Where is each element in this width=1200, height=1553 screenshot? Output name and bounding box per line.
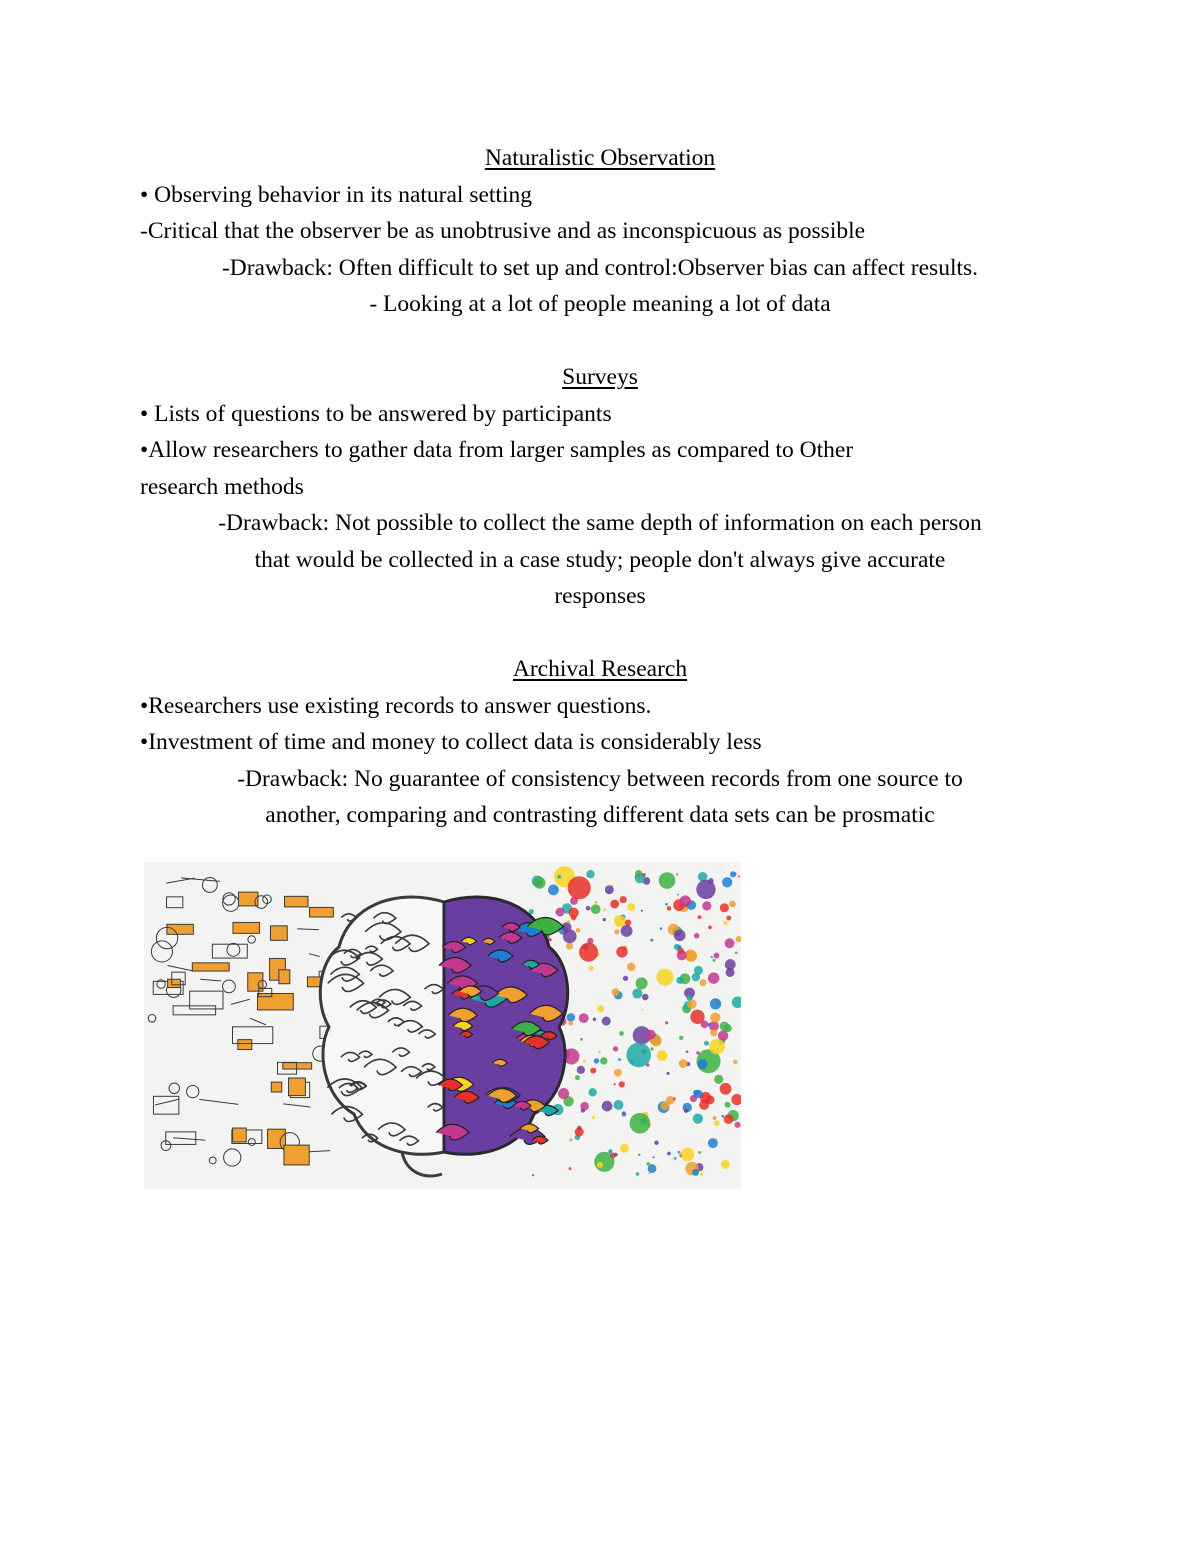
section-heading-surveys: Surveys [562, 364, 638, 390]
paint-drop [532, 1174, 534, 1176]
paint-drop [603, 908, 606, 911]
doodle-box [233, 922, 259, 933]
doodle-box [310, 907, 334, 917]
paint-drop [714, 1075, 723, 1084]
paint-drop [694, 933, 699, 938]
paint-drop [721, 1160, 730, 1169]
paint-drop [590, 1068, 596, 1074]
archival-line-3: -Drawback: No guarantee of consistency between records from one source to [237, 765, 963, 792]
paint-drop [686, 995, 692, 1001]
paint-drop [710, 998, 721, 1009]
paint-drop [726, 916, 731, 921]
paint-drop [614, 1083, 616, 1085]
paint-drop [692, 1169, 699, 1176]
paint-drop [575, 1075, 580, 1080]
paint-drop [674, 1157, 677, 1160]
paint-drop [579, 1013, 589, 1023]
paint-drop [641, 910, 643, 912]
paint-drop [600, 1057, 607, 1064]
paint-drop [665, 1021, 668, 1024]
naturalistic-line-3: -Drawback: Often difficult to set up and control:Observer bias can affect results. [221, 254, 979, 281]
doodle-line [307, 1151, 330, 1152]
paint-drop [725, 1102, 731, 1108]
section-heading-naturalistic: Naturalistic Observation [484, 145, 716, 171]
paint-drop [667, 1152, 671, 1156]
paint-drop [650, 1047, 653, 1050]
paint-drop [627, 963, 636, 972]
paint-drop [627, 903, 635, 911]
paint-drop [593, 1018, 597, 1022]
paint-drop [667, 906, 672, 911]
paint-drop [623, 976, 628, 981]
paint-drop [677, 1151, 680, 1154]
paint-drop [556, 908, 565, 917]
paint-drop [638, 1154, 641, 1157]
archival-line-1: •Researchers use existing records to answer questions. [140, 692, 652, 719]
paint-drop [653, 1156, 655, 1158]
paint-drop [636, 977, 648, 989]
paint-drop [677, 894, 679, 896]
paint-drop [614, 1100, 624, 1110]
paint-drop [726, 968, 735, 977]
paint-drop [620, 1144, 629, 1153]
paint-drop [614, 1153, 618, 1157]
doodle-circle [209, 1157, 216, 1164]
paint-drop [657, 1050, 668, 1061]
paint-drop [721, 1115, 724, 1118]
doodle-circle [248, 936, 255, 943]
surveys-line-1: • Lists of questions to be answered by participants [140, 400, 612, 427]
paint-drop [736, 936, 741, 942]
paint-drop [579, 943, 598, 962]
naturalistic-line-2: -Critical that the observer be as unobtrusive and as inconspicuous as possible [140, 218, 866, 244]
paint-drop [684, 1109, 688, 1113]
naturalistic-line-4: - Looking at a lot of people meaning a lot of data [369, 291, 831, 317]
paint-drop [714, 1120, 720, 1126]
paint-drop [614, 915, 626, 927]
paint-drop [625, 920, 631, 926]
paint-drop [708, 972, 719, 983]
archival-line-4: another, comparing and contrasting different data sets can be prosmatic [265, 802, 935, 828]
doodle-line [297, 929, 319, 930]
paint-drop [738, 875, 740, 877]
paint-drop [720, 1083, 732, 1095]
doodle-box [167, 897, 183, 908]
brain-illustration-icon [144, 862, 741, 1189]
paint-drop [734, 1122, 740, 1128]
doodle-circle [224, 1149, 241, 1166]
brain-left-hemisphere [320, 897, 444, 1154]
infographic-doodles [148, 878, 344, 1167]
paint-drop [708, 1138, 718, 1148]
doodle-line [155, 1099, 180, 1105]
doodle-box [173, 1006, 215, 1015]
paint-drop [712, 1116, 716, 1120]
paint-drop [648, 1172, 650, 1174]
doodle-box [283, 1063, 312, 1069]
doodle-circle [223, 893, 235, 905]
section-gap [140, 615, 1060, 652]
paint-drop [568, 876, 591, 899]
archival-line-2: •Investment of time and money to collect data is considerably less [140, 729, 762, 755]
section-heading-archival: Archival Research [512, 656, 688, 682]
surveys-line-6: responses [554, 583, 646, 609]
paint-drop [586, 906, 591, 911]
doodle-line [283, 1104, 310, 1107]
paint-drop [723, 921, 727, 925]
paint-drop [620, 896, 627, 903]
paint-drop [603, 918, 606, 921]
paint-drop [597, 1162, 603, 1168]
doodle-line [173, 1138, 206, 1140]
paint-drop [569, 1138, 572, 1141]
paint-drop [619, 1031, 624, 1036]
paint-drop [698, 1151, 701, 1154]
surveys-line-4: -Drawback: Not possible to collect the same depth of information on each person [218, 510, 982, 536]
paint-drop [710, 896, 712, 898]
paint-drop [534, 877, 546, 889]
paint-drop [648, 1164, 657, 1173]
paint-drop [731, 1094, 741, 1105]
paint-drop [702, 901, 711, 910]
paint-drop [576, 928, 581, 933]
paint-drop [568, 1021, 573, 1026]
doodle-line [309, 954, 320, 957]
paint-drop [616, 946, 627, 957]
paint-drop [656, 969, 673, 986]
doodle-box [284, 896, 308, 907]
doodle-box [258, 994, 294, 1010]
paint-drop [602, 1017, 611, 1026]
paint-drop [621, 1112, 626, 1117]
surveys-line-5: that would be collected in a case study; people don't always give accurate [254, 546, 946, 573]
paint-drop [674, 929, 686, 941]
paint-drop [548, 884, 559, 895]
doodle-box [270, 926, 287, 940]
paint-drop [621, 925, 633, 937]
paint-drop [612, 988, 620, 996]
paint-drop [711, 956, 713, 958]
paint-drop [686, 1050, 689, 1053]
paint-drop [701, 1020, 709, 1028]
paint-drop [677, 945, 681, 949]
paint-drop [665, 903, 668, 906]
doodle-circle [223, 980, 236, 993]
paint-drop [608, 1149, 612, 1153]
paint-drop [594, 1058, 599, 1063]
paint-drop [630, 1113, 651, 1134]
surveys-line-2: •Allow researchers to gather data from larger samples as compared to Other [140, 437, 854, 463]
doodle-box [168, 979, 181, 987]
surveys-line-3: research methods [140, 473, 304, 500]
paint-drop [571, 915, 576, 920]
paint-drop [699, 979, 706, 986]
doodle-box [233, 1128, 247, 1142]
paint-drop [710, 1013, 720, 1023]
paint-drop [642, 873, 646, 877]
paint-drop [720, 1022, 730, 1032]
paint-drop [602, 1101, 613, 1112]
doodle-line [200, 979, 221, 981]
doodle-box [271, 1082, 281, 1092]
doodle-box [238, 1040, 252, 1050]
paint-drop [667, 1072, 670, 1075]
paint-drop [567, 1013, 576, 1022]
naturalistic-line-1: • Observing behavior in its natural setting [140, 181, 532, 208]
paint-drop [720, 903, 729, 912]
paint-drop [733, 1060, 737, 1064]
paint-drop [666, 1096, 675, 1105]
doodle-box [167, 924, 193, 934]
paint-drop [583, 1060, 586, 1063]
paint-drop [708, 878, 714, 884]
paint-drop [642, 994, 649, 1001]
paint-drop [567, 920, 570, 923]
paint-drop [730, 871, 736, 877]
paint-drop [679, 895, 691, 907]
paint-drop [693, 1090, 699, 1096]
doodle-box [284, 1145, 309, 1165]
paint-drop [575, 1128, 584, 1137]
paint-drop [681, 1148, 695, 1162]
paint-drop [558, 1088, 569, 1099]
paint-drop [569, 1167, 572, 1170]
paint-drop [563, 929, 577, 943]
paint-drop [613, 1046, 618, 1051]
doodle-box [192, 963, 229, 971]
paint-drop [592, 1116, 595, 1119]
paint-drop [697, 1059, 707, 1069]
paint-drop [610, 900, 619, 909]
doodle-line [231, 999, 250, 1004]
paint-drop [679, 1059, 688, 1068]
paint-drop [614, 1069, 622, 1077]
paint-drop [591, 904, 601, 914]
doodle-circle [169, 1083, 179, 1093]
doodle-circle [187, 1085, 199, 1097]
paint-drop [646, 1162, 650, 1166]
doodle-box [279, 970, 290, 984]
paint-drop [650, 939, 653, 942]
paint-drop [704, 1041, 709, 1046]
paint-drop [636, 1172, 640, 1176]
brain-shape [320, 897, 567, 1176]
paint-drop [724, 1114, 734, 1124]
paint-drop [694, 966, 703, 975]
paint-drop [698, 915, 702, 919]
doodle-circle [227, 943, 240, 956]
section-gap [140, 323, 1060, 360]
paint-drop [660, 927, 663, 930]
paint-drop [626, 1043, 651, 1068]
notes-body [140, 140, 1060, 834]
doodle-box [289, 1078, 306, 1096]
paint-drop [618, 1058, 621, 1061]
paint-drop [589, 966, 594, 971]
paint-drop [659, 872, 676, 889]
paint-drop [557, 875, 561, 879]
paint-drop [732, 997, 741, 1009]
doodle-line [250, 1018, 266, 1025]
paint-drop [710, 1029, 717, 1036]
paint-drop [597, 1005, 604, 1012]
paint-drop [632, 988, 642, 998]
doodle-circle [151, 941, 172, 962]
paint-drop [714, 953, 720, 959]
paint-drop [595, 901, 598, 904]
brain-illustration-svg [144, 862, 741, 1189]
doodle-box [212, 944, 247, 958]
paint-drop [580, 1038, 583, 1041]
paint-drop [577, 1066, 585, 1074]
doodle-line [167, 966, 192, 971]
paint-drop [586, 870, 594, 878]
doodle-box [268, 1129, 286, 1148]
paint-drop [693, 1114, 703, 1124]
paint-drop [599, 1051, 601, 1053]
doodle-line [199, 1099, 238, 1104]
paint-drop [700, 1173, 703, 1176]
paint-drop [654, 1140, 658, 1144]
paint-drop [676, 977, 683, 984]
paint-drop [679, 1036, 683, 1040]
paint-drop [635, 870, 642, 877]
paint-drop [676, 873, 678, 875]
paint-drop [725, 938, 735, 948]
paint-drop [619, 1081, 625, 1087]
paint-drop [566, 943, 573, 950]
paint-drop [605, 885, 614, 894]
paint-drop [712, 959, 715, 962]
paint-drop [729, 901, 736, 908]
paint-drop [614, 929, 619, 934]
doodle-box [153, 1096, 178, 1114]
paint-drop [735, 951, 738, 954]
paint-drop [581, 1108, 585, 1112]
paint-drop [709, 1039, 725, 1055]
doodle-circle [148, 1014, 156, 1022]
doodle-circle [248, 1138, 255, 1145]
paint-drop [588, 1088, 596, 1096]
paint-drop [646, 1030, 656, 1040]
paint-drop [708, 925, 712, 929]
paint-drop [722, 877, 732, 887]
paint-drop [641, 1009, 643, 1011]
